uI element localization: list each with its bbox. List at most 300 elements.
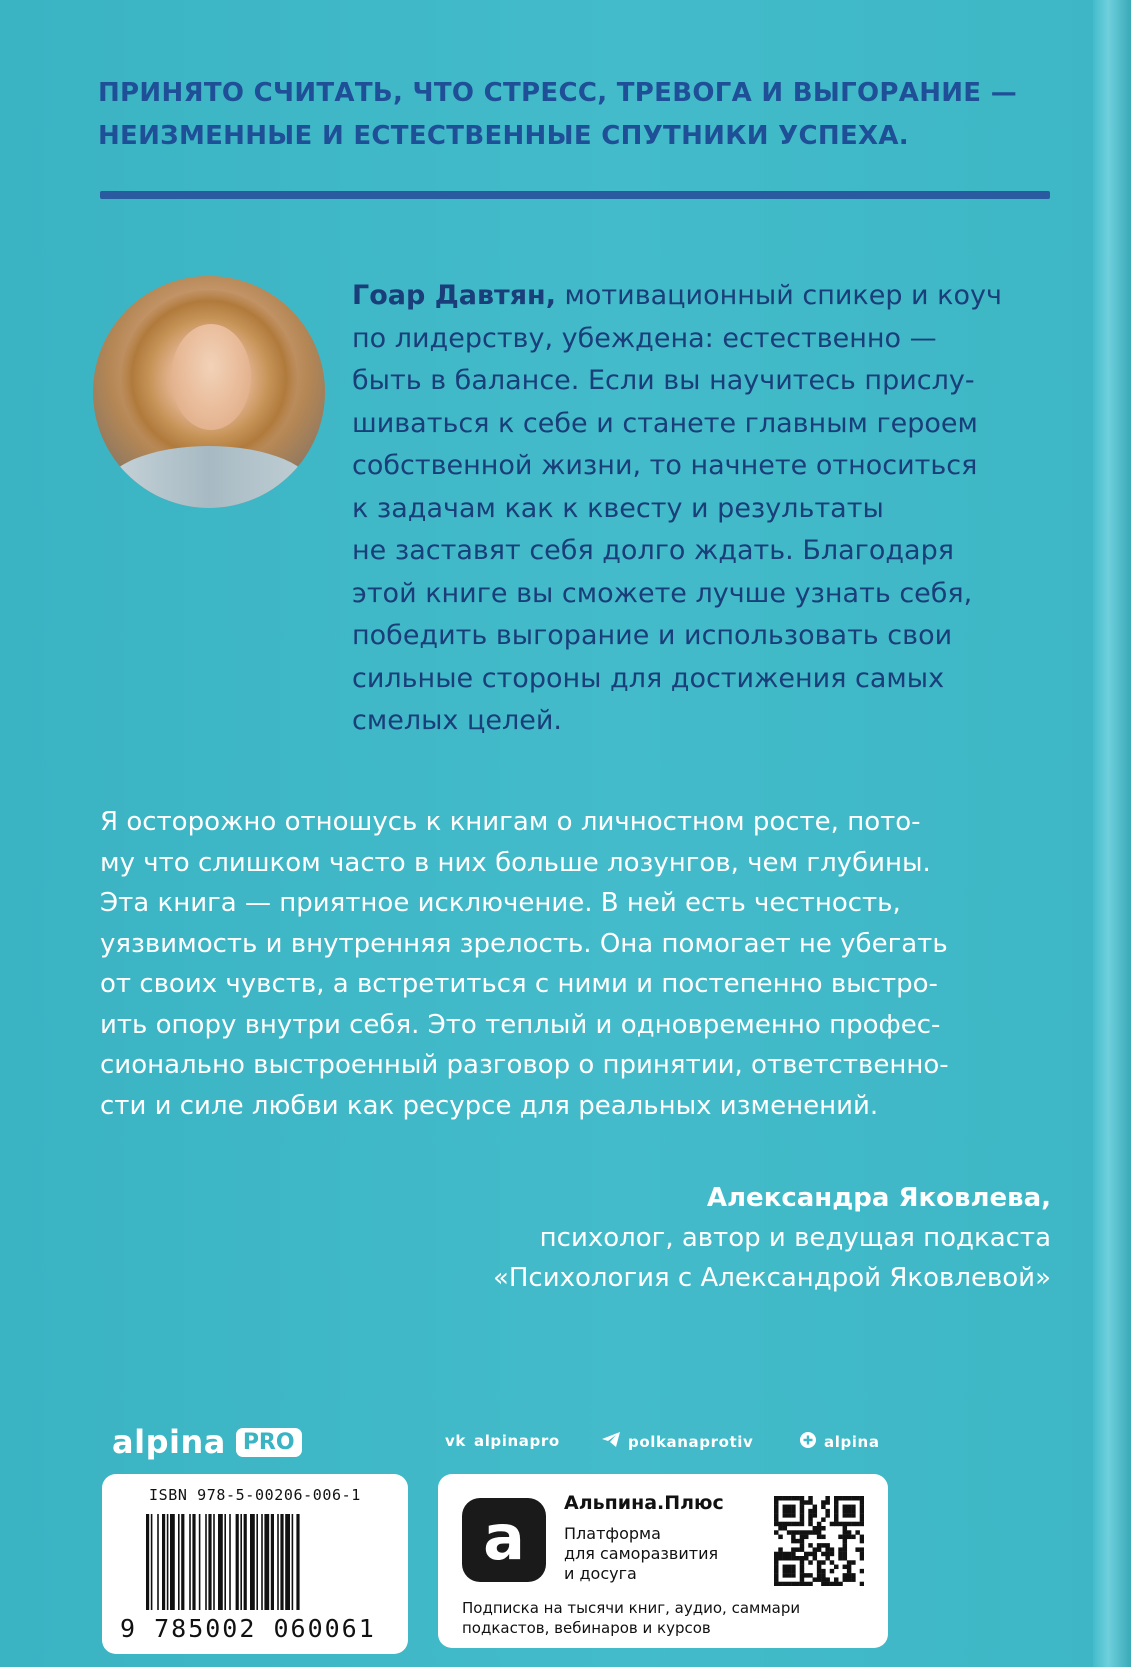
qr-module xyxy=(817,1565,821,1569)
qr-module xyxy=(847,1509,851,1513)
qr-module xyxy=(817,1543,821,1547)
qr-module xyxy=(791,1513,795,1517)
qr-module xyxy=(808,1500,812,1504)
qr-module xyxy=(851,1505,855,1509)
qr-module xyxy=(821,1569,825,1573)
qr-module xyxy=(787,1569,791,1573)
reviewer-podcast: «Психология с Александрой Яковлевой» xyxy=(492,1263,1051,1293)
divider-rule xyxy=(100,191,1050,199)
bio-line: к задачам как к квесту и результаты xyxy=(352,492,884,524)
qr-module xyxy=(783,1522,787,1526)
qr-module xyxy=(787,1513,791,1517)
reviewer-title: психолог, автор и ведущая подкаста xyxy=(539,1223,1051,1253)
qr-module xyxy=(808,1517,812,1521)
qr-module xyxy=(774,1560,778,1564)
qr-module xyxy=(783,1509,787,1513)
qr-module xyxy=(843,1577,847,1581)
qr-module xyxy=(791,1530,795,1534)
qr-module xyxy=(795,1522,799,1526)
qr-module xyxy=(774,1569,778,1573)
qr-module xyxy=(800,1556,804,1560)
bio-line: шиваться к себе и станете главным героем xyxy=(352,407,978,439)
qr-module xyxy=(838,1556,842,1560)
barcode-bar xyxy=(285,1514,290,1610)
quote-line: сти и силе любви как ресурсе для реальных изменений. xyxy=(100,1090,879,1121)
qr-module xyxy=(847,1565,851,1569)
qr-module xyxy=(838,1496,842,1500)
qr-module xyxy=(783,1573,787,1577)
qr-module xyxy=(787,1505,791,1509)
qr-module xyxy=(791,1505,795,1509)
qr-module xyxy=(800,1573,804,1577)
qr-module xyxy=(774,1582,778,1586)
qr-module xyxy=(834,1513,838,1517)
qr-module xyxy=(791,1565,795,1569)
qr-module xyxy=(800,1543,804,1547)
qr-module xyxy=(860,1552,864,1556)
headline-line: ПРИНЯТО СЧИТАТЬ, ЧТО СТРЕСС, ТРЕВОГА И ВЫГОРАНИЕ — xyxy=(98,78,1018,108)
qr-module xyxy=(838,1552,842,1556)
qr-module xyxy=(787,1496,791,1500)
qr-module xyxy=(838,1547,842,1551)
qr-module xyxy=(787,1565,791,1569)
qr-module xyxy=(860,1522,864,1526)
qr-module xyxy=(834,1496,838,1500)
barcode-bar xyxy=(240,1514,242,1610)
qr-module xyxy=(860,1509,864,1513)
qr-module xyxy=(838,1535,842,1539)
qr-module xyxy=(847,1513,851,1517)
qr-module xyxy=(834,1505,838,1509)
qr-module xyxy=(774,1565,778,1569)
qr-module xyxy=(817,1560,821,1564)
author-bio xyxy=(352,275,1052,743)
qr-module xyxy=(778,1556,782,1560)
promo-footer xyxy=(462,1598,822,1638)
promo-footer-line: Подписка на тысячи книг, аудио, саммари xyxy=(462,1599,801,1617)
qr-module xyxy=(778,1496,782,1500)
qr-module xyxy=(843,1509,847,1513)
headline-line: НЕИЗМЕННЫЕ И ЕСТЕСТВЕННЫЕ СПУТНИКИ УСПЕХА. xyxy=(98,121,909,151)
qr-module xyxy=(791,1535,795,1539)
promo-subtitle xyxy=(564,1524,744,1584)
social-telegram xyxy=(602,1432,753,1451)
qr-module xyxy=(774,1577,778,1581)
qr-module xyxy=(834,1517,838,1521)
qr-module xyxy=(834,1565,838,1569)
qr-module xyxy=(800,1513,804,1517)
qr-module xyxy=(804,1500,808,1504)
qr-module xyxy=(774,1513,778,1517)
barcode-bar xyxy=(296,1514,299,1610)
qr-module xyxy=(834,1522,838,1526)
barcode-bars xyxy=(142,1514,382,1614)
quote-line: ить опору внутри себя. Это теплый и одновременно профес- xyxy=(100,1009,941,1040)
bio-line xyxy=(352,275,1052,318)
qr-module xyxy=(830,1582,834,1586)
qr-module xyxy=(778,1547,782,1551)
qr-module xyxy=(783,1496,787,1500)
qr-module xyxy=(843,1530,847,1534)
barcode-bar xyxy=(280,1514,283,1610)
barcode-number: 9 785002 060061 xyxy=(120,1614,376,1643)
barcode-bar xyxy=(157,1514,159,1610)
qr-module xyxy=(825,1577,829,1581)
quote-line: Эта книга — приятное исключение. В ней есть честность, xyxy=(100,888,901,918)
social-vk xyxy=(445,1432,560,1450)
bio-line: этой книге вы сможете лучше узнать себя, xyxy=(352,577,973,609)
qr-module xyxy=(855,1547,859,1551)
qr-module xyxy=(808,1509,812,1513)
qr-module xyxy=(825,1556,829,1560)
qr-module xyxy=(783,1556,787,1560)
qr-module xyxy=(851,1513,855,1517)
bio-line: смелых целей. xyxy=(352,705,562,736)
qr-module xyxy=(847,1505,851,1509)
qr-module xyxy=(800,1500,804,1504)
qr-module xyxy=(783,1552,787,1556)
qr-module xyxy=(847,1573,851,1577)
qr-module xyxy=(821,1500,825,1504)
barcode-bar xyxy=(261,1514,263,1610)
qr-module xyxy=(847,1496,851,1500)
qr-module xyxy=(860,1500,864,1504)
promo-subtitle-line: Платформа xyxy=(564,1524,661,1543)
qr-module xyxy=(860,1505,864,1509)
barcode-bar xyxy=(178,1514,180,1610)
quote-line: Я осторожно отношусь к книгам о личностном росте, пото- xyxy=(100,807,921,837)
qr-module xyxy=(813,1509,817,1513)
qr-module xyxy=(855,1530,859,1534)
qr-module xyxy=(860,1556,864,1560)
qr-module xyxy=(791,1556,795,1560)
qr-module xyxy=(821,1543,825,1547)
author-photo-face xyxy=(171,324,251,430)
qr-module xyxy=(808,1582,812,1586)
qr-module xyxy=(791,1547,795,1551)
qr-module xyxy=(800,1517,804,1521)
qr-module xyxy=(804,1556,808,1560)
qr-module xyxy=(834,1577,838,1581)
qr-module xyxy=(804,1552,808,1556)
qr-module xyxy=(843,1496,847,1500)
qr-module xyxy=(860,1547,864,1551)
qr-module xyxy=(851,1509,855,1513)
qr-module xyxy=(787,1552,791,1556)
qr-module xyxy=(783,1565,787,1569)
qr-module xyxy=(787,1522,791,1526)
plus-circle-icon xyxy=(800,1432,816,1452)
qr-module xyxy=(800,1530,804,1534)
qr-module xyxy=(808,1496,812,1500)
qr-module xyxy=(800,1547,804,1551)
qr-module xyxy=(851,1522,855,1526)
qr-module xyxy=(800,1522,804,1526)
qr-module xyxy=(821,1577,825,1581)
qr-module xyxy=(787,1582,791,1586)
barcode-bar xyxy=(189,1514,191,1610)
qr-module xyxy=(808,1552,812,1556)
qr-module xyxy=(791,1539,795,1543)
qr-module xyxy=(830,1560,834,1564)
barcode-bar xyxy=(218,1514,223,1610)
qr-module xyxy=(843,1526,847,1530)
qr-module xyxy=(813,1526,817,1530)
bio-line: собственной жизни, то начнете относиться xyxy=(352,450,978,481)
promo-footer-line: подкастов, вебинаров и курсов xyxy=(462,1619,711,1637)
qr-module xyxy=(791,1522,795,1526)
vk-icon: vk xyxy=(445,1432,466,1450)
author-photo xyxy=(93,276,325,508)
qr-module xyxy=(774,1522,778,1526)
qr-module xyxy=(825,1552,829,1556)
qr-module xyxy=(821,1517,825,1521)
barcode-bar xyxy=(271,1514,274,1610)
qr-module xyxy=(860,1496,864,1500)
qr-module xyxy=(817,1569,821,1573)
alpina-plus-promo xyxy=(438,1474,888,1648)
qr-module xyxy=(808,1543,812,1547)
publisher-logo xyxy=(112,1420,302,1464)
qr-module xyxy=(800,1577,804,1581)
qr-module xyxy=(800,1565,804,1569)
qr-module xyxy=(821,1573,825,1577)
barcode-bar xyxy=(213,1514,215,1610)
qr-module xyxy=(778,1535,782,1539)
barcode-bar xyxy=(181,1514,184,1610)
barcode-bar xyxy=(192,1514,195,1610)
qr-module xyxy=(795,1582,799,1586)
qr-module xyxy=(851,1535,855,1539)
qr-module xyxy=(774,1517,778,1521)
qr-module xyxy=(817,1577,821,1581)
qr-module xyxy=(778,1582,782,1586)
bio-line: сильные стороны для достижения самых xyxy=(352,662,945,694)
barcode-bar xyxy=(292,1514,294,1610)
qr-module xyxy=(855,1522,859,1526)
qr-module xyxy=(813,1556,817,1560)
quote-line: уязвимость и внутренняя зрелость. Она помогает не убегать xyxy=(100,928,948,959)
qr-module xyxy=(774,1530,778,1534)
qr-module xyxy=(778,1526,782,1530)
qr-module xyxy=(838,1582,842,1586)
barcode-bar xyxy=(167,1514,169,1610)
qr-module xyxy=(778,1552,782,1556)
qr-module xyxy=(821,1505,825,1509)
barcode-bar xyxy=(224,1514,226,1610)
qr-module xyxy=(843,1505,847,1509)
qr-module xyxy=(843,1552,847,1556)
qr-module xyxy=(774,1556,778,1560)
qr-module xyxy=(804,1535,808,1539)
qr-module xyxy=(774,1505,778,1509)
telegram-icon xyxy=(602,1432,620,1451)
qr-module xyxy=(795,1496,799,1500)
qr-module xyxy=(860,1513,864,1517)
qr-module xyxy=(821,1535,825,1539)
quote-attribution xyxy=(493,1178,1051,1298)
qr-module xyxy=(843,1539,847,1543)
qr-module xyxy=(783,1569,787,1573)
qr-module xyxy=(825,1496,829,1500)
barcode-bar xyxy=(146,1514,149,1610)
qr-module xyxy=(787,1556,791,1560)
qr-module xyxy=(787,1530,791,1534)
publisher-logo-text: alpina xyxy=(112,1423,226,1461)
barcode-bar xyxy=(264,1514,269,1610)
qr-module xyxy=(843,1522,847,1526)
qr-module xyxy=(778,1522,782,1526)
qr-module xyxy=(804,1582,808,1586)
qr-module xyxy=(791,1582,795,1586)
social-other xyxy=(800,1432,880,1452)
qr-module xyxy=(834,1509,838,1513)
qr-module xyxy=(813,1530,817,1534)
qr-module xyxy=(813,1505,817,1509)
qr-module xyxy=(783,1526,787,1530)
qr-module xyxy=(774,1500,778,1504)
social-vk-handle: alpinapro xyxy=(473,1432,560,1450)
qr-module xyxy=(795,1530,799,1534)
qr-module xyxy=(860,1517,864,1521)
qr-module xyxy=(808,1513,812,1517)
qr-module xyxy=(825,1513,829,1517)
qr-module xyxy=(791,1552,795,1556)
qr-module xyxy=(821,1552,825,1556)
qr-module xyxy=(800,1569,804,1573)
qr-module xyxy=(847,1530,851,1534)
qr-module xyxy=(830,1522,834,1526)
headline xyxy=(98,72,1058,158)
qr-module xyxy=(847,1522,851,1526)
barcode-bar xyxy=(205,1514,207,1610)
barcode-bar xyxy=(277,1514,279,1610)
barcode-bar xyxy=(208,1514,211,1610)
qr-module xyxy=(855,1496,859,1500)
qr-module xyxy=(817,1535,821,1539)
qr-module xyxy=(851,1560,855,1564)
barcode-bar xyxy=(151,1514,153,1610)
social-telegram-handle: polkanaprotiv xyxy=(628,1432,754,1451)
qr-module xyxy=(834,1582,838,1586)
qr-module xyxy=(813,1513,817,1517)
qr-module xyxy=(821,1526,825,1530)
qr-module xyxy=(800,1560,804,1564)
qr-module xyxy=(825,1500,829,1504)
qr-module xyxy=(791,1509,795,1513)
qr-module xyxy=(783,1513,787,1517)
quote-line: сионально выстроенный разговор о принятии, ответственно- xyxy=(100,1050,949,1080)
qr-module xyxy=(774,1552,778,1556)
qr-module xyxy=(847,1560,851,1564)
qr-module xyxy=(774,1509,778,1513)
qr-module xyxy=(843,1547,847,1551)
qr-module xyxy=(843,1513,847,1517)
qr-module xyxy=(774,1573,778,1577)
publisher-logo-badge: PRO xyxy=(236,1428,302,1457)
bio-line: быть в балансе. Если вы научитесь прислу- xyxy=(352,365,975,396)
barcode-bar xyxy=(229,1514,231,1610)
qr-module xyxy=(795,1556,799,1560)
qr-module xyxy=(817,1526,821,1530)
qr-module xyxy=(843,1543,847,1547)
spine-edge xyxy=(1093,0,1131,1667)
barcode-bar xyxy=(256,1514,258,1610)
qr-module xyxy=(800,1535,804,1539)
qr-module xyxy=(800,1505,804,1509)
bio-line: по лидерству, убеждена: естественно — xyxy=(352,322,937,354)
barcode-bar xyxy=(162,1514,165,1610)
qr-module xyxy=(830,1552,834,1556)
qr-module xyxy=(791,1573,795,1577)
qr-module xyxy=(860,1539,864,1543)
qr-module xyxy=(843,1565,847,1569)
bio-line: не заставят себя долго ждать. Благодаря xyxy=(352,535,954,566)
barcode-bar xyxy=(244,1514,247,1610)
review-quote xyxy=(100,802,1050,1126)
qr-module xyxy=(825,1543,829,1547)
qr-module xyxy=(843,1535,847,1539)
quote-line: му что слишком часто в них больше лозунгов, чем глубины. xyxy=(100,847,931,878)
qr-module xyxy=(787,1509,791,1513)
reviewer-name: Александра Яковлева, xyxy=(706,1183,1051,1213)
alpina-plus-app-icon: a xyxy=(462,1498,546,1582)
qr-module xyxy=(847,1577,851,1581)
qr-module xyxy=(795,1547,799,1551)
qr-module xyxy=(821,1560,825,1564)
qr-module xyxy=(860,1569,864,1573)
qr-module xyxy=(787,1573,791,1577)
qr-module xyxy=(825,1509,829,1513)
qr-module xyxy=(817,1573,821,1577)
promo-title: Альпина.Плюс xyxy=(564,1492,724,1514)
qr-module xyxy=(830,1547,834,1551)
qr-module xyxy=(834,1500,838,1504)
promo-subtitle-line: и досуга xyxy=(564,1564,637,1583)
isbn-barcode-box xyxy=(102,1474,408,1654)
qr-module xyxy=(860,1535,864,1539)
qr-module xyxy=(817,1530,821,1534)
qr-module xyxy=(813,1577,817,1581)
qr-module xyxy=(804,1573,808,1577)
qr-module xyxy=(808,1530,812,1534)
barcode-bar xyxy=(199,1514,201,1610)
qr-module xyxy=(800,1496,804,1500)
qr-module xyxy=(783,1505,787,1509)
isbn-label: ISBN 978-5-00206-006-1 xyxy=(149,1486,361,1504)
qr-module xyxy=(825,1582,829,1586)
qr-module xyxy=(800,1509,804,1513)
qr-module xyxy=(783,1582,787,1586)
barcode-bar xyxy=(170,1514,175,1610)
qr-module xyxy=(813,1547,817,1551)
qr-module xyxy=(795,1539,799,1543)
author-photo-jacket xyxy=(103,446,315,508)
qr-module xyxy=(825,1547,829,1551)
qr-module xyxy=(851,1496,855,1500)
qr-code[interactable] xyxy=(774,1496,864,1586)
qr-module xyxy=(851,1573,855,1577)
qr-module xyxy=(817,1522,821,1526)
qr-module xyxy=(817,1547,821,1551)
qr-module xyxy=(838,1522,842,1526)
barcode-bar xyxy=(236,1514,239,1610)
qr-module xyxy=(860,1582,864,1586)
qr-module xyxy=(808,1560,812,1564)
qr-module xyxy=(847,1569,851,1573)
qr-module xyxy=(808,1573,812,1577)
qr-module xyxy=(830,1569,834,1573)
